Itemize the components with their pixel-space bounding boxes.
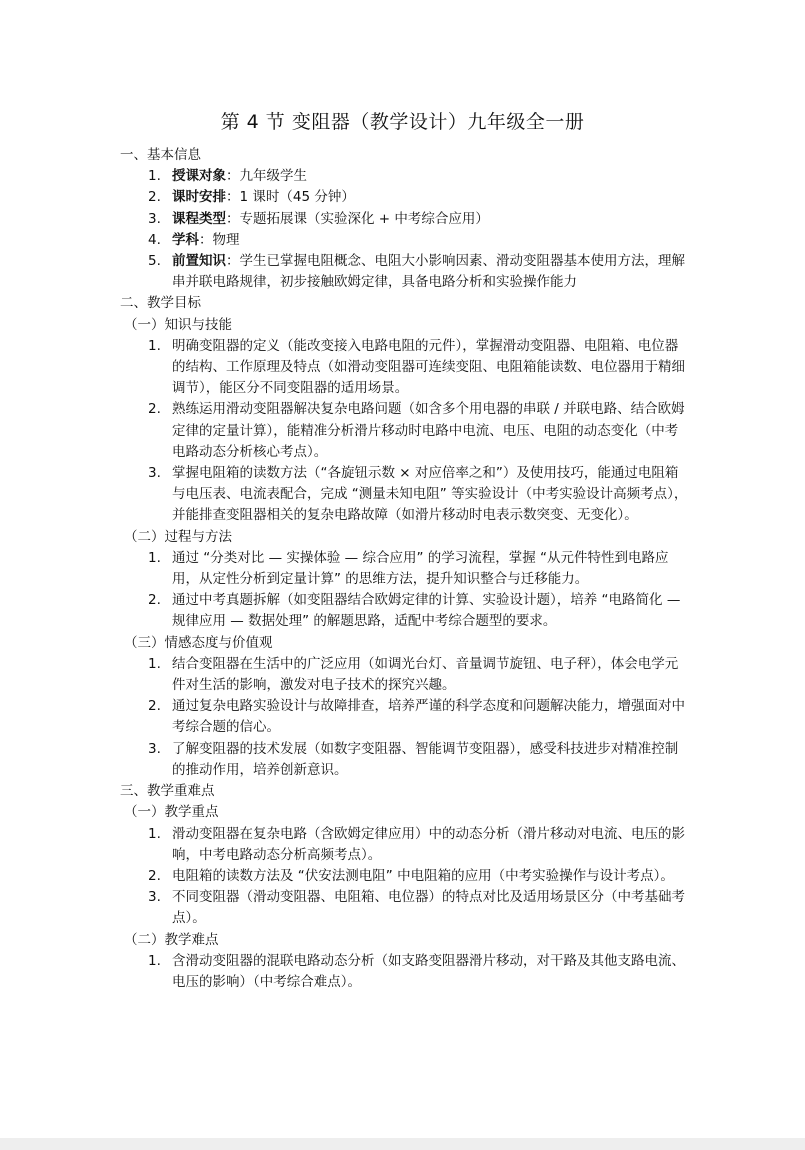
list-item: 2. 课时安排：1 课时（45 分钟）	[148, 189, 355, 206]
list-item: 2. 通过复杂电路实验设计与故障排查，培养严谨的科学态度和问题解决能力，增强面对中考综合题的信心。	[148, 698, 685, 736]
list-item: 3. 掌握电阻箱的读数方法（“各旋钮示数 × 对应倍率之和”）及使用技巧，能通过电阻箱与电压表、电流表配合，完成 “测量未知电阻” 等实验设计（中考实验设计高频考点），并能排查变阻器相关的复杂电路故障（如滑片移动时电表示数突变、无变化）。	[148, 465, 688, 524]
section-basic-info-heading: 一、基本信息	[120, 147, 201, 163]
item-label: 授课对象	[172, 168, 226, 185]
list-item: 1. 明确变阻器的定义（能改变接入电路电阻的元件），掌握滑动变阻器、电阻箱、电位器的结构、工作原理及特点（如滑动变阻器可连续变阻、电阻箱能读数、电位器用于精细调节），能区分不同变阻器的适用场景。	[148, 337, 685, 397]
list-item: 1. 滑动变阻器在复杂电路（含欧姆定律应用）中的动态分析（滑片移动对电流、电压的影响，中考电路动态分析高频考点）。	[148, 825, 685, 863]
list-item: 1. 含滑动变阻器的混联电路动态分析（如支路变阻器滑片移动，对干路及其他支路电流、电压的影响）（中考综合难点）。	[148, 952, 685, 990]
list-item: 4. 学科：物理	[148, 231, 240, 248]
list-item: 1. 通过 “分类对比 — 实操体验 — 综合应用” 的学习流程，掌握 “从元件特性到电路应用，从定性分析到定量计算” 的思维方法，提升知识整合与迁移能力。	[148, 549, 669, 588]
objectives-knowledge-list	[120, 336, 690, 527]
list-item: 5. 前置知识：学生已掌握电阻概念、电阻大小影响因素、滑动变阻器基本使用方法，理解串并联电路规律，初步接触欧姆定律，具备电路分析和实验操作能力	[148, 253, 685, 291]
item-label: 学科	[172, 231, 199, 248]
list-item: 2. 通过中考真题拆解（如变阻器结合欧姆定律的计算、实验设计题），培养 “电路简化 — 规律应用 — 数据处理” 的解题思路，适配中考综合题型的要求。	[148, 592, 681, 630]
item-label: 课时安排	[172, 189, 226, 206]
subsection-heading: （一）教学重点	[124, 804, 219, 821]
difficult-points-list	[120, 951, 690, 993]
item-label: 课程类型	[172, 210, 226, 227]
document-title: 第 4 节 变阻器（教学设计）九年级全一册	[220, 111, 585, 133]
list-item: 2. 电阻箱的读数方法及 “伏安法测电阻” 中电阻箱的应用（中考实验操作与设计考点）。	[148, 867, 674, 884]
subsection-heading: （三）情感态度与价值观	[124, 634, 273, 651]
objectives-attitude-list	[120, 654, 690, 781]
document-body	[120, 145, 690, 993]
list-item: 2. 熟练运用滑动变阻器解决复杂电路问题（如含多个用电器的串联 / 并联电路、结合欧姆定律的定量计算），能精准分析滑片移动时电路中电流、电压、电阻的动态变化（中考电路动态分析核心考点）。	[148, 401, 685, 460]
section-objectives-heading: 二、教学目标	[120, 295, 201, 312]
section-key-points-heading: 三、教学重难点	[120, 783, 215, 800]
list-item: 1. 授课对象：九年级学生	[148, 168, 307, 185]
item-label: 前置知识	[172, 253, 226, 270]
subsection-heading: （二）过程与方法	[124, 528, 232, 545]
list-item: 3. 了解变阻器的技术发展（如数字变阻器、智能调节变阻器），感受科技进步对精准控制的推动作用，培养创新意识。	[148, 740, 679, 778]
list-item: 1. 结合变阻器在生活中的广泛应用（如调光台灯、音量调节旋钮、电子秤），体会电学元件对生活的影响，激发对电子技术的探究兴趣。	[148, 655, 679, 694]
key-points-list	[120, 824, 690, 930]
subsection-heading: （二）教学难点	[124, 931, 219, 948]
list-item: 3. 不同变阻器（滑动变阻器、电阻箱、电位器）的特点对比及适用场景区分（中考基础考点）。	[148, 889, 685, 927]
subsection-heading: （一）知识与技能	[124, 316, 232, 333]
objectives-process-list	[120, 548, 690, 633]
list-item: 3. 课程类型：专题拓展课（实验深化 + 中考综合应用）	[148, 210, 489, 227]
basic-info-list	[120, 166, 690, 293]
